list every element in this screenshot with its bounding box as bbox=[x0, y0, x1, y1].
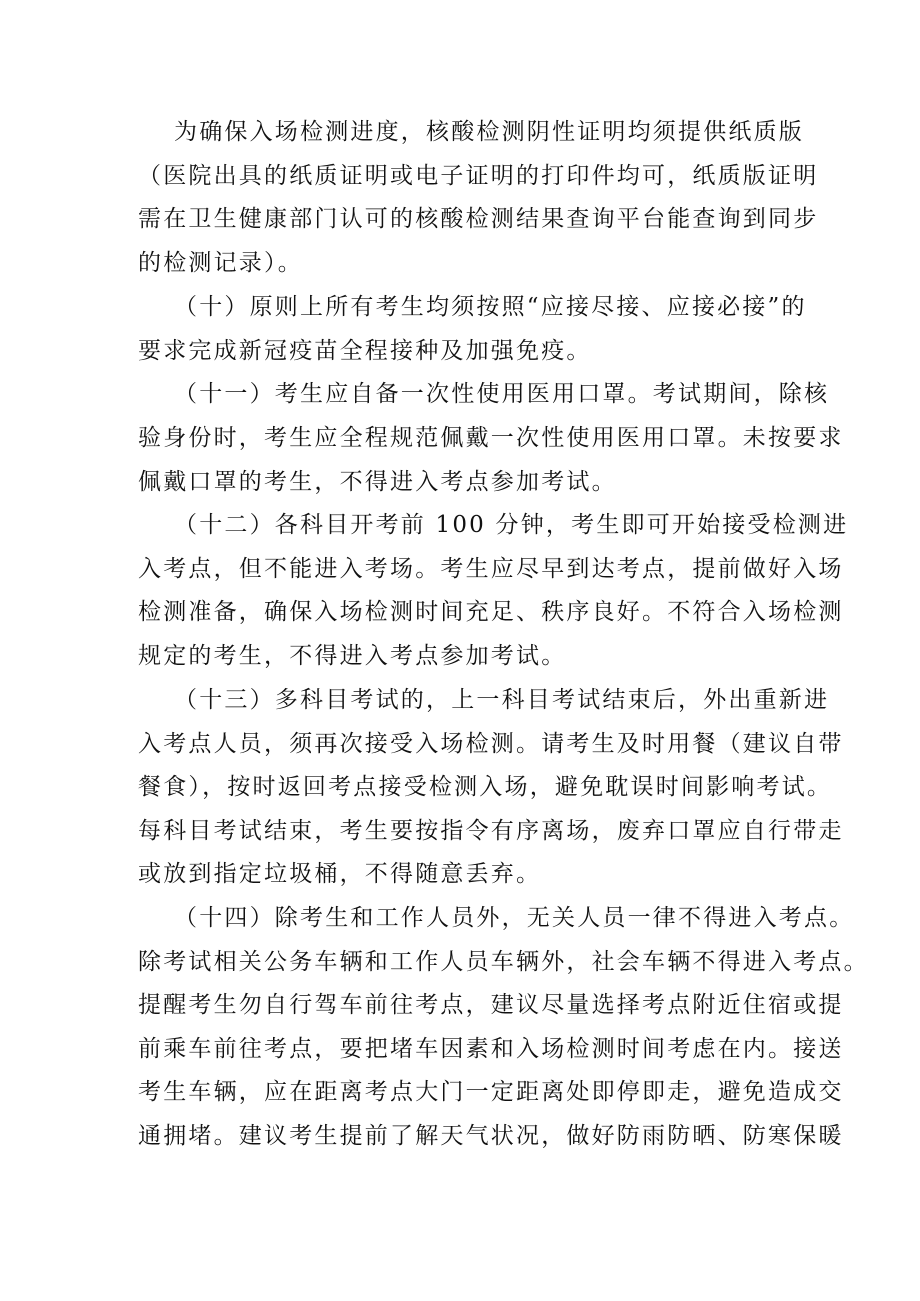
text-line: 每科目考试结束，考生要按指令有序离场，废弃口罩应自行带走 bbox=[138, 818, 844, 844]
text-line: 为确保入场检测进度，核酸检测阴性证明均须提供纸质版 bbox=[174, 119, 804, 145]
text-line: （十一）考生应自备一次性使用医用口罩。考试期间，除核 bbox=[174, 381, 830, 407]
text-line: 佩戴口罩的考生，不得进入考点参加考试。 bbox=[138, 469, 617, 495]
text-line: 通拥堵。建议考生提前了解天气状况，做好防雨防晒、防寒保暖 bbox=[138, 1123, 844, 1149]
text-line: （十四）除考生和工作人员外，无关人员一律不得进入考点。 bbox=[174, 905, 855, 931]
text-line: 检测准备，确保入场检测时间充足、秩序良好。不符合入场检测 bbox=[138, 599, 844, 625]
text-line: （十）原则上所有考生均须按照“应接尽接、应接必接”的 bbox=[174, 294, 807, 320]
text-line: 提醒考生勿自行驾车前往考点，建议尽量选择考点附近住宿或提 bbox=[138, 992, 844, 1018]
text-line: 规定的考生，不得进入考点参加考试。 bbox=[138, 643, 567, 669]
text-line: 入考点人员，须再次接受入场检测。请考生及时用餐（建议自带 bbox=[138, 731, 844, 757]
text-line: 需在卫生健康部门认可的核酸检测结果查询平台能查询到同步 bbox=[138, 206, 819, 232]
text-line: 考生车辆，应在距离考点大门一定距离处即停即走，避免造成交 bbox=[138, 1079, 844, 1105]
text-line: （医院出具的纸质证明或电子证明的打印件均可，纸质版证明 bbox=[138, 163, 819, 189]
text-line: 餐食），按时返回考点接受检测入场，避免耽误时间影响考试。 bbox=[138, 774, 833, 800]
text-line: （十三）多科目考试的，上一科目考试结束后，外出重新进 bbox=[174, 687, 830, 713]
text-line: 除考试相关公务车辆和工作人员车辆外，社会车辆不得进入考点。 bbox=[138, 949, 869, 975]
text-line: 的检测记录）。 bbox=[138, 250, 303, 276]
text-line: 或放到指定垃圾桶，不得随意丢弃。 bbox=[138, 861, 542, 887]
text-line: 验身份时，考生应全程规范佩戴一次性使用医用口罩。未按要求 bbox=[138, 425, 844, 451]
text-line: 要求完成新冠疫苗全程接种及加强免疫。 bbox=[138, 338, 592, 364]
text-line: 前乘车前往考点，要把堵车因素和入场检测时间考虑在内。接送 bbox=[138, 1036, 844, 1062]
text-line: 入考点，但不能进入考场。考生应尽早到达考点，提前做好入场 bbox=[138, 556, 844, 582]
text-line: （十二）各科目开考前 100 分钟，考生即可开始接受检测进 bbox=[174, 512, 849, 538]
